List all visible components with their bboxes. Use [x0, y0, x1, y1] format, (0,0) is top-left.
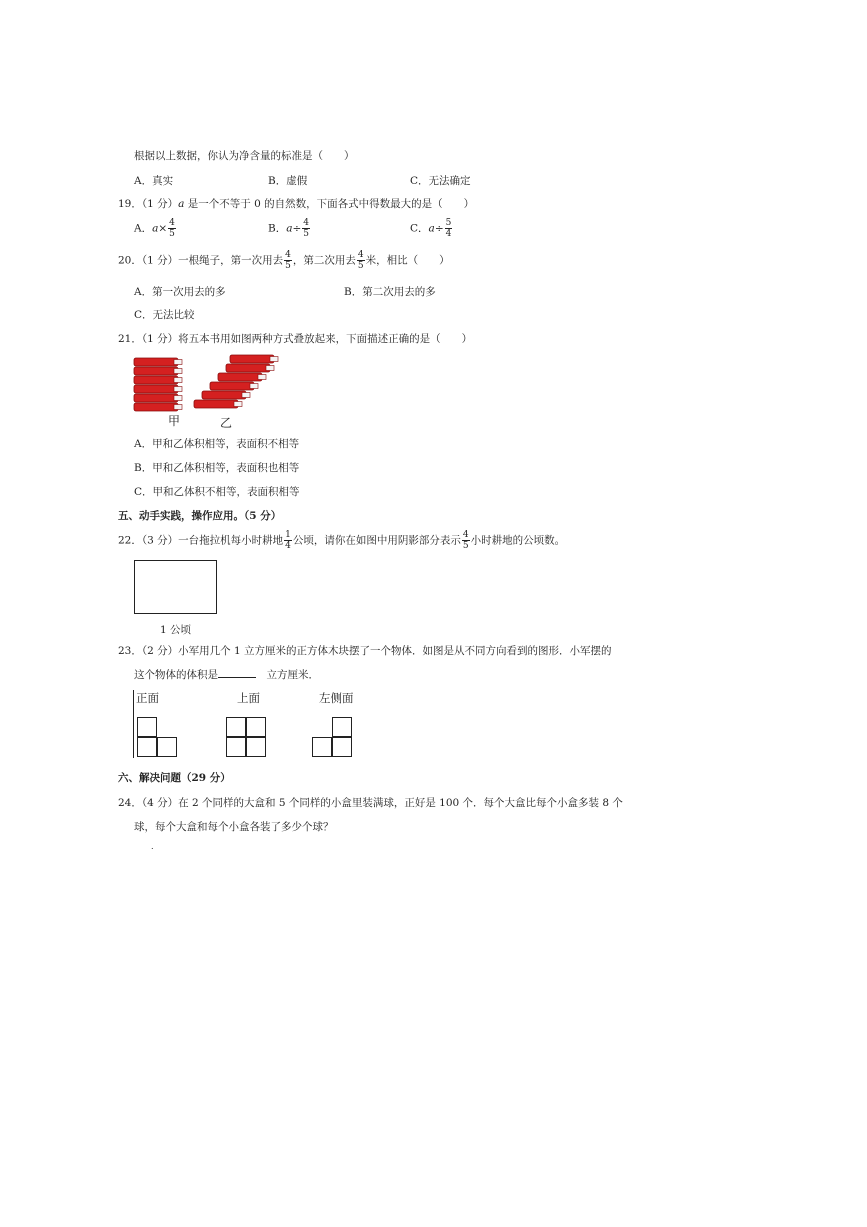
q22-caption: 1 公顷: [160, 624, 192, 636]
front-view-cell: [137, 717, 157, 737]
top-view-cell: [226, 717, 246, 737]
stack-yi: [194, 355, 278, 408]
q20-stem: 20．（1 分）一根绳子，第一次用去 $\frac{4}{5}$ ，第二次用去 $\frac{4}{5}$ 米，相比（ ）: [118, 250, 450, 271]
label-jia: 甲: [168, 414, 181, 428]
q21-option-c: C．甲和乙体积不相等，表面积相等: [134, 486, 300, 498]
q18-stem: 根据以上数据，你认为净含量的标准是（ ）: [134, 150, 355, 162]
fraction: $\frac{4}{5}$: [462, 530, 469, 551]
q18-option-b: B．虚假: [268, 175, 308, 187]
stack-jia: [134, 358, 182, 411]
left-view-cell: [332, 737, 352, 757]
left-view-cell: [332, 717, 352, 737]
fraction: $\frac{4}{5}$: [357, 250, 364, 271]
q20-option-c: C．无法比较: [134, 309, 195, 321]
q19-option-a: A．a× $\frac{4}{5}$: [134, 218, 175, 239]
view-label-left: 左侧面: [319, 691, 354, 705]
q19-option-b: B．a÷ $\frac{4}{5}$: [268, 218, 310, 239]
book-stacks-figure: [130, 354, 280, 414]
section-6-heading: 六、解决问题（29 分）: [118, 772, 231, 784]
fraction: $\frac{4}{5}$: [169, 218, 175, 239]
q20-option-b: B．第二次用去的多: [344, 286, 436, 298]
q24-line2: 球，每个大盒和每个小盒各装了多少个球？: [134, 821, 334, 833]
fraction: $\frac{4}{5}$: [285, 250, 291, 271]
front-view-cell: [137, 737, 157, 757]
q22-stem: 22．（3 分）一台拖拉机每小时耕地 $\frac{1}{4}$ 公顷，请你在如图中用阴影部分表示 $\frac{4}{5}$ 小时耕地的公顷数。: [118, 530, 566, 551]
fraction: $\frac{1}{4}$: [285, 530, 291, 551]
q21-stem: 21．（1 分）将五本书用如图两种方式叠放起来，下面描述正确的是（ ）: [118, 333, 473, 345]
q19-option-c: C．a÷ $\frac{5}{4}$: [410, 218, 452, 239]
hectare-rectangle[interactable]: [134, 560, 217, 614]
q23-line1: 23．（2 分）小军用几个 1 立方厘米的正方体木块摆了一个物体．如图是从不同方向看到的图形．小军摆的: [118, 645, 612, 657]
q18-option-c: C．无法确定: [410, 175, 471, 187]
stray-dot: .: [151, 842, 154, 851]
q18-option-a: A．真实: [134, 175, 174, 187]
left-view-cell: [312, 737, 332, 757]
top-view-cell: [246, 717, 266, 737]
q24-line1: 24．（4 分）在 2 个同样的大盒和 5 个同样的小盒里装满球，正好是 100 个．每个大盒比每个小盒多装 8 个: [118, 797, 623, 809]
q21-option-b: B．甲和乙体积相等，表面积也相等: [134, 462, 300, 474]
top-view-cell: [246, 737, 266, 757]
label-yi: 乙: [220, 416, 233, 430]
q23-line2: 这个物体的体积是 立方厘米．: [134, 669, 319, 681]
q20-option-a: A．第一次用去的多: [134, 286, 226, 298]
front-view-cell: [157, 737, 177, 757]
q21-option-a: A．甲和乙体积相等，表面积不相等: [134, 438, 300, 450]
fraction: $\frac{4}{5}$: [303, 218, 310, 239]
fraction: $\frac{5}{4}$: [445, 218, 452, 239]
front-view-left-edge: [133, 690, 134, 758]
section-5-heading: 五、动手实践，操作应用。（5 分）: [118, 510, 282, 522]
view-label-front: 正面: [136, 691, 159, 705]
view-label-top: 上面: [237, 691, 260, 705]
q19-stem: 19．（1 分）a 是一个不等于 0 的自然数，下面各式中得数最大的是（ ）: [118, 198, 475, 210]
top-view-cell: [226, 737, 246, 757]
answer-blank[interactable]: [218, 667, 256, 678]
